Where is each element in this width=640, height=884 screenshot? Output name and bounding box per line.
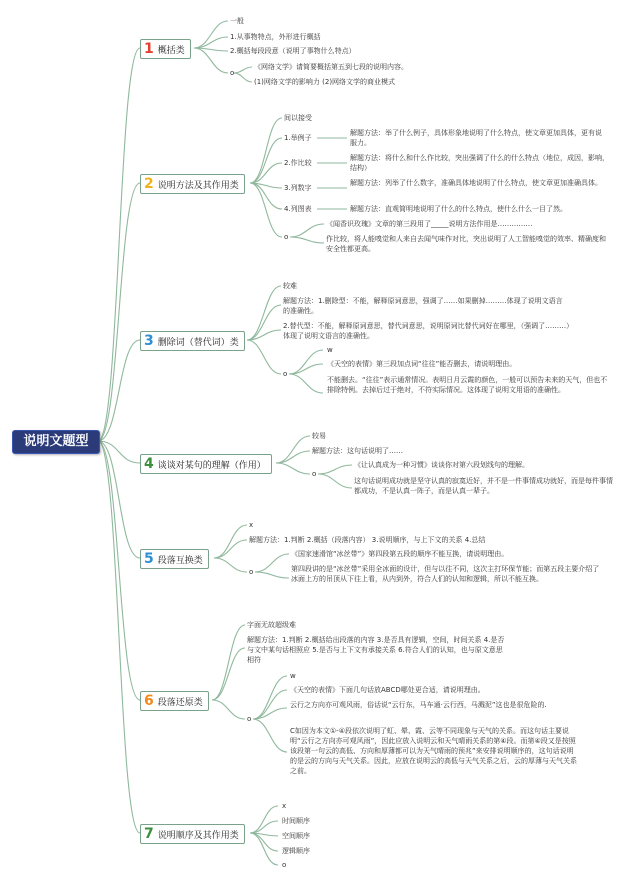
example-answer: 第四段讲的是“冰丝带”采用全冰面的设计，但与以往不同，这次主打环保节能；而第五段主要介绍了冰面上方的吊顶从下往上看，从内到外，符合人们的认知和逻辑，所以不能互换。 — [291, 565, 600, 583]
solution-example: 解题方法：举了什么例子，具体形象地说明了什么特点，使文章更加具体，更有说服力。 — [350, 129, 602, 147]
topic-label: 段落互换类 — [157, 555, 203, 566]
example-answer: (1)网络文学的影响力 (2)网络文学的商业模式 — [254, 78, 396, 86]
example-answer: C如因为本文①-④段依次说明了虹、晕、霞、云等不同现象与天气的关系。而这句话主要说明“云行之方向亦可观风雨”，因此应放入说明云和天气晴雨关系的第④段。而第④段又是按照该段第一句云的高低、方向和厚薄都可以为天气晴雨的预兆”来安排说明顺序的，这句话说明的是云的方向与天气关系。因此，应放在说明云的高低与天气关系之后，云的厚薄与天气关系之前。 — [290, 727, 577, 775]
order-space: 空间顺序 — [282, 832, 310, 840]
topic-number: 2 — [144, 176, 154, 192]
method-example: 1.举例子 — [284, 134, 312, 142]
example-question: 《天空的表情》下面几句话放ABCD哪处更合适，请说明理由。 — [290, 686, 485, 694]
example-question: 《天空的表情》第三段加点词“往往”能否删去，请说明理由。 — [327, 360, 517, 368]
example-question: 《国家速滑馆“冰丝带”》第四段第五段的顺序不能互换，请说明理由。 — [291, 550, 509, 558]
root-topic[interactable]: 说明文题型 — [12, 430, 100, 454]
example-marker-w: w — [327, 346, 333, 354]
item-example-marker: o — [312, 470, 317, 478]
topic-5[interactable] — [140, 549, 209, 569]
topic-label: 谈谈对某句的理解（作用） — [157, 460, 266, 471]
topic-label: 说明顺序及其作用类 — [157, 830, 239, 841]
topic-number: 7 — [144, 826, 154, 842]
topic-label: 概括类 — [157, 45, 185, 56]
example-answer: 作比较，将人能嗅觉和人来自去闻气味作对比，突出说明了人工智能嗅觉的效率、精确度和安全性都更高。 — [326, 235, 606, 253]
topic-label: 说明方法及其作用类 — [157, 180, 239, 191]
topic-number: 1 — [144, 41, 154, 57]
topic-number: 4 — [144, 456, 154, 472]
item-example-marker: o — [284, 233, 289, 241]
example-question: 《闻香识玫瑰》文章的第三段用了_____说明方法作用是…………… — [326, 220, 533, 228]
item-point-1: 1.从事物特点，外形进行概括 — [230, 33, 321, 41]
solution-delete: 解题方法：1.删除型：不能，解释原词意思，强调了……如果删掉………体现了说明文语言的准确性。 — [283, 297, 563, 315]
example-question: 《让认真成为一种习惯》谈谈你对第六段划线句的理解。 — [354, 461, 529, 469]
item-example-marker: o — [247, 715, 252, 723]
topic-number: 3 — [144, 333, 154, 349]
item-difficulty: 一般 — [230, 17, 244, 25]
example-answer: 这句话说明成功就是坚守认真的寂寞近好，并不是一件事情成功就好，而是每件事情都成功，不是认真一阵子，而是认真一辈子。 — [354, 477, 613, 495]
topic-6[interactable] — [140, 691, 209, 711]
example-question: 《网络文学》请简要概括第五到七段的说明内容。 — [254, 63, 408, 71]
item-example-marker: o — [230, 69, 235, 77]
item-difficulty: 字面无故超级难 — [247, 621, 296, 629]
order-logic: 逻辑顺序 — [282, 847, 310, 855]
solution-numbers: 解题方法：列举了什么数字，准确具体地说明了什么特点，使文章更加准确具体。 — [350, 179, 602, 187]
item-difficulty: x — [282, 802, 287, 810]
topic-7[interactable] — [140, 824, 245, 844]
topic-label: 删除词（替代词）类 — [157, 337, 239, 348]
item-example-marker: o — [249, 568, 254, 576]
solution-method: 解题方法：1.判断 2.概括（段落内容） 3.说明顺序，与上下文的关系 4.总结 — [249, 536, 486, 544]
example-answer: 不能删去。“往往”表示通常情况。表明日月云霞的颜色，一般可以预告未来的天气，但也不排除特例。去掉后过于绝对，不符实际情况。这体现了说明文用语的准确性。 — [327, 376, 608, 394]
solution-method: 解题方法：这句话说明了…… — [312, 447, 403, 455]
example-sentence: 云行之方向亦可观风雨，俗话说“云行东，马车通·云行西，马溅泥”这也是很危险的. — [290, 701, 547, 709]
item-difficulty: 间以接受 — [284, 114, 312, 122]
example-marker-w: w — [290, 672, 296, 680]
topic-2[interactable] — [140, 174, 245, 194]
topic-4[interactable] — [140, 454, 272, 474]
order-time: 时间顺序 — [282, 817, 310, 825]
topic-3[interactable] — [140, 331, 245, 351]
item-example-marker: o — [283, 370, 288, 378]
topic-number: 5 — [144, 551, 154, 567]
method-numbers: 3.列数字 — [284, 184, 312, 192]
solution-comparison: 解题方法：将什么和什么作比较，突出强调了什么的什么特点（地位，成因，影响，结构） — [350, 154, 609, 172]
item-point-2: 2.概括每段段意（说明了事物什么特点） — [230, 47, 356, 55]
topic-1[interactable] — [140, 39, 191, 59]
solution-replace: 2.替代型：不能，解释原词意思，替代词意思，说明原词比替代词好在哪里，（强调了………）体现了说明文语言的准确性。 — [283, 322, 570, 340]
item-difficulty: 较难 — [283, 282, 297, 290]
solution-method: 解题方法：1.判断 2.概括给出段落的内容 3.是否具有逻辑，空间，时间关系 4.是否与文中某句话相照应 5.是否与上下文有承接关系 6.符合人们的认知，也与原文意思相符 — [247, 636, 505, 664]
topic-number: 6 — [144, 693, 154, 709]
item-difficulty: x — [249, 521, 254, 529]
item-difficulty: 较易 — [312, 432, 326, 440]
item-example-marker: o — [282, 861, 287, 869]
method-chart: 4.列图表 — [284, 205, 312, 213]
method-comparison: 2.作比较 — [284, 159, 312, 167]
topic-label: 段落还原类 — [157, 697, 203, 708]
solution-chart: 解题方法：直观简明地说明了什么的什么特点，使什么什么一目了然。 — [350, 205, 567, 213]
